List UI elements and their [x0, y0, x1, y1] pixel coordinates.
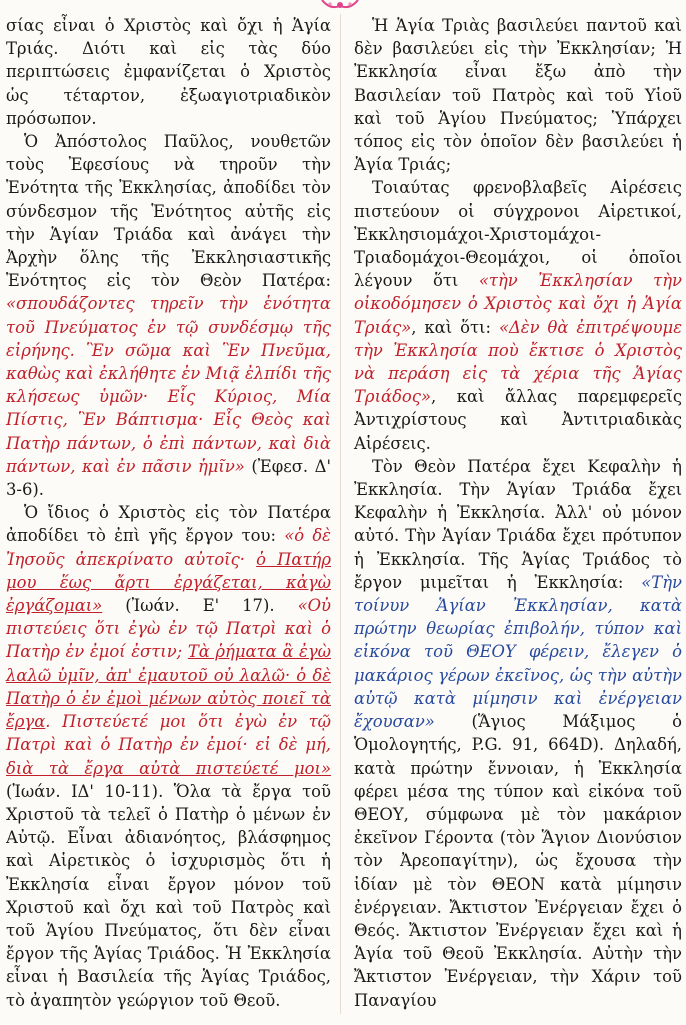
left-column — [6, 14, 331, 1012]
text-span: (Ἅγιος Μάξιμος ὁ Ὁμολογητής, P.G. 91, 664D). Δηλαδή, κατὰ πρώτην ἔννοιαν, ἡ Ἐκκλησία φέρει μέσα της τύπον καὶ εἰκόνα τοῦ ΘΕΟΥ, σύμφωνα μὲ τὸν μακάριον ἐκεῖνον Γέροντα (τὸν Ἅγιον Διονύσιον τὸν Ἀρεοπαγίτην), ὡς ἔχουσα τὴν ἰδίαν μὲ τὸν ΘΕΟΝ κατὰ μίμησιν ἐνέργειαν. Ἄκτιστον Ἐνέργειαν ἔχει ὁ Θεός. Ἄκτιστον Ἐνέργειαν ἔχει καὶ ἡ Ἁγία τοῦ Θεοῦ Ἐκκλησία. Αὐτὴν τὴν Ἄκτιστον Ἐνέργειαν, τὴν Χάριν τοῦ Παναγίου — [354, 712, 682, 1010]
right-column — [354, 14, 682, 1012]
scripture-quote: «σπουδάζοντες τηρεῖν τὴν ἑνότητα τοῦ Πνεύματος ἐν τῷ συνδέσμῳ τῆς εἰρήνης. Ἓν σῶμα καὶ Ἓν Πνεῦμα, καθὼς καὶ ἐκλήθητε ἐν Μιᾷ ἐλπίδι τῆς κλήσεως ὑμῶν· Εἷς Κύριος, Μία Πίστις, Ἓν Βάπτισμα· Εἷς Θεὸς καὶ Πατὴρ πάντων, ὁ ἐπὶ πάντων, καὶ διὰ πάντων, καὶ ἐν πᾶσιν ἡμῖν» — [6, 294, 331, 476]
scripture-quote-underlined: διὰ τὰ ἔργα αὐτὰ πιστεύετέ μοι» — [6, 758, 331, 778]
paragraph — [354, 455, 682, 1012]
reference: (Ἰωάν. Ε' 17). — [102, 596, 298, 616]
patristic-quote: «Τὴν τοίνυν Ἁγίαν Ἐκκλησίαν, κατὰ πρώτην θεωρίας ἐπιβολήν, τύπον καὶ εἰκόνα τοῦ ΘΕΟΥ φέρειν, ἔλεγεν ὁ μακάριος γέρων ἐκεῖνος, ὡς τὴν αὐτὴν αὐτῷ κατὰ μίμησιν καὶ ἐνέργειαν ἔχουσαν» — [354, 572, 682, 732]
text-span: Ὁ Ἀπόστολος Παῦλος, νουθετῶν τοὺς Ἐφεσίους νὰ τηροῦν τὴν Ἑνότητα τῆς Ἐκκλησίας, ἀποδίδει τὸν σύνδεσμον τῆς Ἑνότητος αὐτῆς εἰς τὴν Ἁγίαν Τριάδα καὶ ἀνάγει τὴν Ἀρχὴν ὅλης τῆς Ἐκκλησιαστικῆς Ἑνότητος εἰς τὸν Θεὸν Πατέρα: — [6, 132, 331, 291]
scripture-quote-underlined: ὁ Πατήρ μου ἕως ἄρτι ἐργάζεται, κἀγὼ ἐργάζομαι» — [6, 549, 331, 616]
paragraph — [354, 176, 682, 454]
text-span: (Ἰωάν. ΙΔ' 10-11). Ὅλα τὰ ἔργα τοῦ Χριστοῦ τὰ τελεῖ ὁ Πατὴρ ὁ μένων ἐν Αὐτῷ. Εἶναι ἀδιανόητος, βλάσφημος καὶ Αἱρετικὸς ὁ ἰσχυρισμὸς ὅτι ἡ Ἐκκλησία εἶναι ἔργον μόνον τοῦ Χριστοῦ καὶ ὄχι καὶ τοῦ Πατρὸς καὶ τοῦ Ἁγίου Πνεύματος, ὅτι δὲν εἶναι ἔργον τῆς Ἁγίας Τριάδος. Ἡ Ἐκκλησία εἶναι ἡ Βασιλεία τῆς Ἁγίας Τριάδος, τὸ ἀγαπητὸν γεώργιον τοῦ Θεοῦ. — [6, 781, 331, 1010]
scripture-quote-underlined: Τὰ ῥήματα ἃ ἐγὼ λαλῶ ὑμῖν, ἀπ' ἐμαυτοῦ οὐ λαλῶ· ὁ δὲ Πατὴρ ὁ ἐν ἐμοὶ μένων αὐτὸς ποιεῖ τὰ ἔργα — [6, 642, 331, 732]
column-divider — [340, 14, 341, 1014]
text-span: Τοιαύτας φρενοβλαβεῖς Αἱρέσεις πιστεύουν οἱ σύγχρονοι Αἱρετικοί, Ἐκκλησιομάχοι-Χριστομάχοι-Τριαδομάχοι-Θεομάχοι, οἱ ὁποῖοι λέγουν ὅτι — [354, 178, 682, 291]
paragraph: Ἡ Ἁγία Τριὰς βασιλεύει παντοῦ καὶ δὲν βασιλεύει εἰς τὴν Ἐκκλησίαν; Ἡ Ἐκκλησία εἶναι ἔξω ἀπὸ τὴν Βασιλείαν τοῦ Πατρὸς καὶ τοῦ Υἱοῦ καὶ τοῦ Ἁγίου Πνεύματος; Ὑπάρχει τόπος εἰς τὸν ὁποῖον δὲν βασιλεύει ἡ Ἁγία Τριάς; — [354, 16, 682, 175]
header-ornament-icon — [318, 0, 362, 12]
reference: (Ἐφεσ. Δ' 3-6). — [6, 456, 331, 500]
scripture-quote: . Πιστεύετέ μοι ὅτι ἐγὼ ἐν τῷ Πατρὶ καὶ ὁ Πατὴρ ἐν ἐμοί· εἰ δὲ μή, — [6, 712, 331, 755]
paragraph — [6, 130, 331, 501]
text-span: , καὶ ἄλλας παρεμφερεῖς Ἀντιχρίστους καὶ Ἀντιτριαδικὰς Αἱρέσεις. — [354, 387, 682, 453]
heretic-quote: «Δὲν θὰ ἐπιτρέψουμε τὴν Ἐκκλησία ποὺ ἔκτισε ὁ Χριστὸς νὰ περάση εἰς τὰ χέρια τῆς Ἁγίας Τριάδος» — [354, 317, 683, 407]
heretic-quote: «τὴν Ἐκκλησίαν τὴν οἰκοδόμησεν ὁ Χριστὸς καὶ ὄχι ἡ Ἁγία Τριάς» — [354, 271, 682, 337]
scripture-quote: «Οὐ πιστεύεις ὅτι ἐγὼ ἐν τῷ Πατρὶ καὶ ὁ Πατὴρ ἐν ἐμοί ἐστιν; — [6, 596, 331, 662]
paragraph: σίας εἶναι ὁ Χριστὸς καὶ ὄχι ἡ Ἁγία Τριάς. Διότι καὶ εἰς τὰς δύο περιπτώσεις ἐμφανίζεται ὁ Χριστὸς ὡς τέταρτον, ἐξωαγιοτριαδικὸν πρόσωπον. — [6, 16, 331, 128]
text-span: Τὸν Θεὸν Πατέρα ἔχει Κεφαλὴν ἡ Ἐκκλησία. Τὴν Ἁγίαν Τριάδα ἔχει Κεφαλὴν ἡ Ἐκκλησία. Ἀλλ' οὐ μόνον αὐτό. Τὴν Ἁγίαν Τριάδα ἔχει πρότυπον ἡ Ἐκκλησία. Τῆς Ἁγίας Τριάδος τὸ ἔργον μιμεῖται ἡ Ἐκκλησία: — [354, 456, 682, 592]
scripture-quote: «ὁ δὲ Ἰησοῦς ἀπεκρίνατο αὐτοῖς· — [6, 526, 331, 569]
paragraph — [6, 501, 331, 1011]
text-span: Ὁ ἴδιος ὁ Χριστὸς εἰς τὸν Πατέρα ἀποδίδει τὸ ἐπὶ γῆς ἔργον του: — [6, 503, 331, 546]
text-span: , καὶ ὅτι: — [411, 317, 499, 337]
